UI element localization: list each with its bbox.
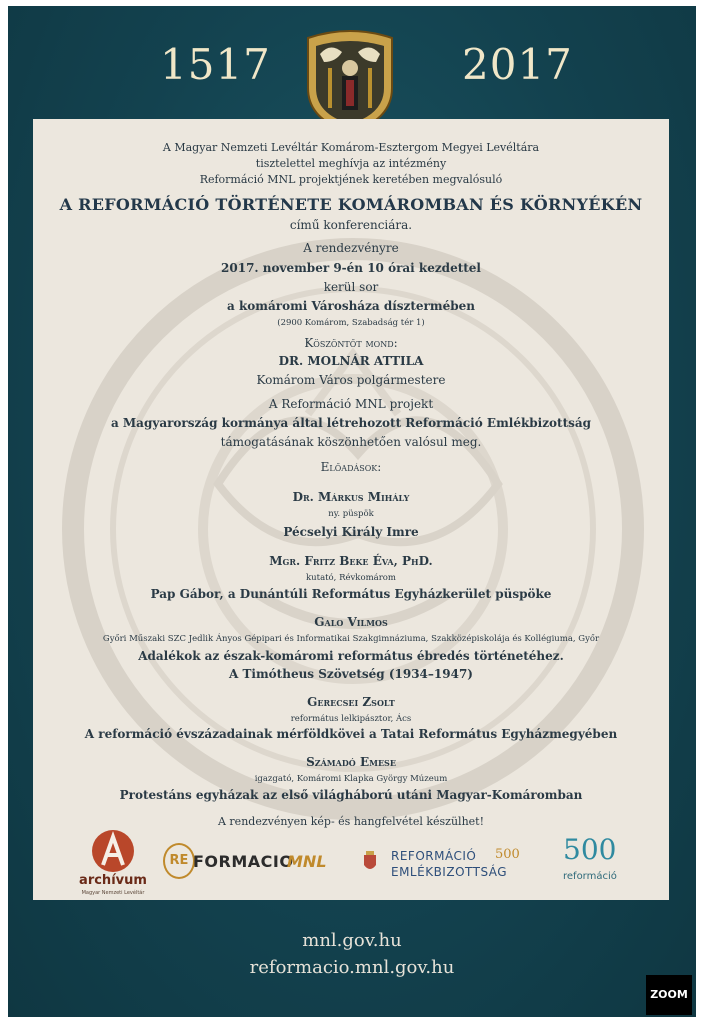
archivum-name: archívum: [79, 873, 147, 888]
welcome-role: Komárom Város polgármestere: [256, 373, 446, 387]
website-link-reformacio[interactable]: reformacio.mnl.gov.hu: [249, 957, 455, 978]
recording-notice: A rendezvényen kép- és hangfelvétel készülhet!: [217, 815, 485, 828]
event-address: (2900 Komárom, Szabadság tér 1): [277, 318, 425, 328]
reformacio-mnl-suffix: MNL: [287, 852, 327, 871]
lecture-speaker: Dr. Márkus Mihály: [292, 490, 410, 504]
year-end: 2017: [462, 40, 573, 89]
reformacio-mnl-prefix: RE: [163, 843, 195, 879]
project-context-line: Reformáció MNL projektjének keretében megvalósuló: [199, 173, 503, 186]
lecture-title: Adalékok az észak-komáromi református ébredés történetéhez.: [138, 649, 564, 663]
lecture-affiliation: ny. püspök: [328, 509, 374, 519]
lecture-title: Protestáns egyházak az első világháború utáni Magyar-Komáromban: [119, 788, 583, 802]
lecture-affiliation: igazgató, Komáromi Klapka György Múzeum: [254, 774, 448, 784]
lecture-title-2: A Timótheus Szövetség (1934–1947): [229, 667, 473, 681]
project-line-3: támogatásának köszönhetően valósul meg.: [220, 435, 482, 449]
conference-suffix: című konferenciára.: [289, 218, 413, 232]
lecture-affiliation: kutató, Révkomárom: [306, 573, 396, 583]
conference-title: A REFORMÁCIÓ TÖRTÉNETE KOMÁROMBAN ÉS KÖRNYÉKÉN: [59, 195, 643, 214]
emlekbizottsag-number: 500: [495, 847, 520, 862]
r500-label: reformáció: [563, 871, 617, 882]
zoom-badge: ZOOM: [646, 975, 692, 1015]
lecture-affiliation: Győri Műszaki SZC Jedlik Ányos Gépipari és Informatikai Szakgimnáziuma, Szakközépiskolája és Kollégiuma, Győr: [102, 634, 600, 644]
event-intro: A rendezvényre: [303, 241, 399, 255]
project-line-2: a Magyarország kormánya által létrehozott Reformáció Emlékbizottság: [110, 416, 592, 430]
reformacio-mnl-text: FORMACIO: [193, 852, 294, 871]
lecture-speaker: Mgr. Fritz Beke Éva, PhD.: [269, 554, 433, 568]
event-date: 2017. november 9-én 10 órai kezdettel: [221, 261, 481, 275]
lecture-title: Pécselyi Király Imre: [283, 525, 419, 539]
archivum-mark-icon: [91, 829, 135, 873]
lecture-affiliation: református lelkipásztor, Ács: [290, 714, 412, 724]
project-line-1: A Reformáció MNL projekt: [268, 397, 434, 411]
archivum-logo: [73, 829, 153, 897]
lecture-speaker: Gerecsei Zsolt: [307, 695, 395, 709]
organizer-line: A Magyar Nemzeti Levéltár Komárom-Esztergom Megyei Levéltára: [162, 141, 540, 154]
lecture-speaker: Számadó Emese: [306, 755, 396, 769]
year-start: 1517: [160, 40, 271, 89]
lectures-label: Előadások:: [320, 460, 382, 474]
reformacio-500-logo: [557, 833, 637, 889]
r500-number: 500: [563, 833, 617, 866]
lecture-speaker: Galo Vilmos: [314, 615, 388, 629]
hungarian-crest-icon: [363, 851, 377, 873]
emlekbizottsag-line2: EMLÉKBIZOTTSÁG: [391, 865, 508, 879]
archivum-sub: Magyar Nemzeti Levéltár: [81, 890, 145, 896]
welcome-label: Köszöntőt mond:: [304, 336, 398, 350]
event-venue: a komáromi Városháza dísztermében: [227, 299, 475, 313]
invite-line: tisztelettel meghívja az intézmény: [255, 157, 447, 170]
lecture-title: Pap Gábor, a Dunántúli Református Egyházkerület püspöke: [150, 587, 552, 601]
welcome-speaker: DR. MOLNÁR ATTILA: [278, 354, 424, 368]
emlekbizottsag-logo: [363, 845, 533, 885]
website-link-mnl[interactable]: mnl.gov.hu: [302, 930, 402, 951]
invitation-sheet: [33, 119, 669, 900]
emlekbizottsag-line1: REFORMÁCIÓ: [391, 849, 477, 863]
lecture-title: A reformáció évszázadainak mérföldkövei a Tatai Református Egyházmegyében: [84, 727, 618, 741]
reformacio-mnl-logo: [163, 843, 333, 879]
partner-logos: [33, 819, 669, 899]
event-line: kerül sor: [323, 280, 379, 294]
